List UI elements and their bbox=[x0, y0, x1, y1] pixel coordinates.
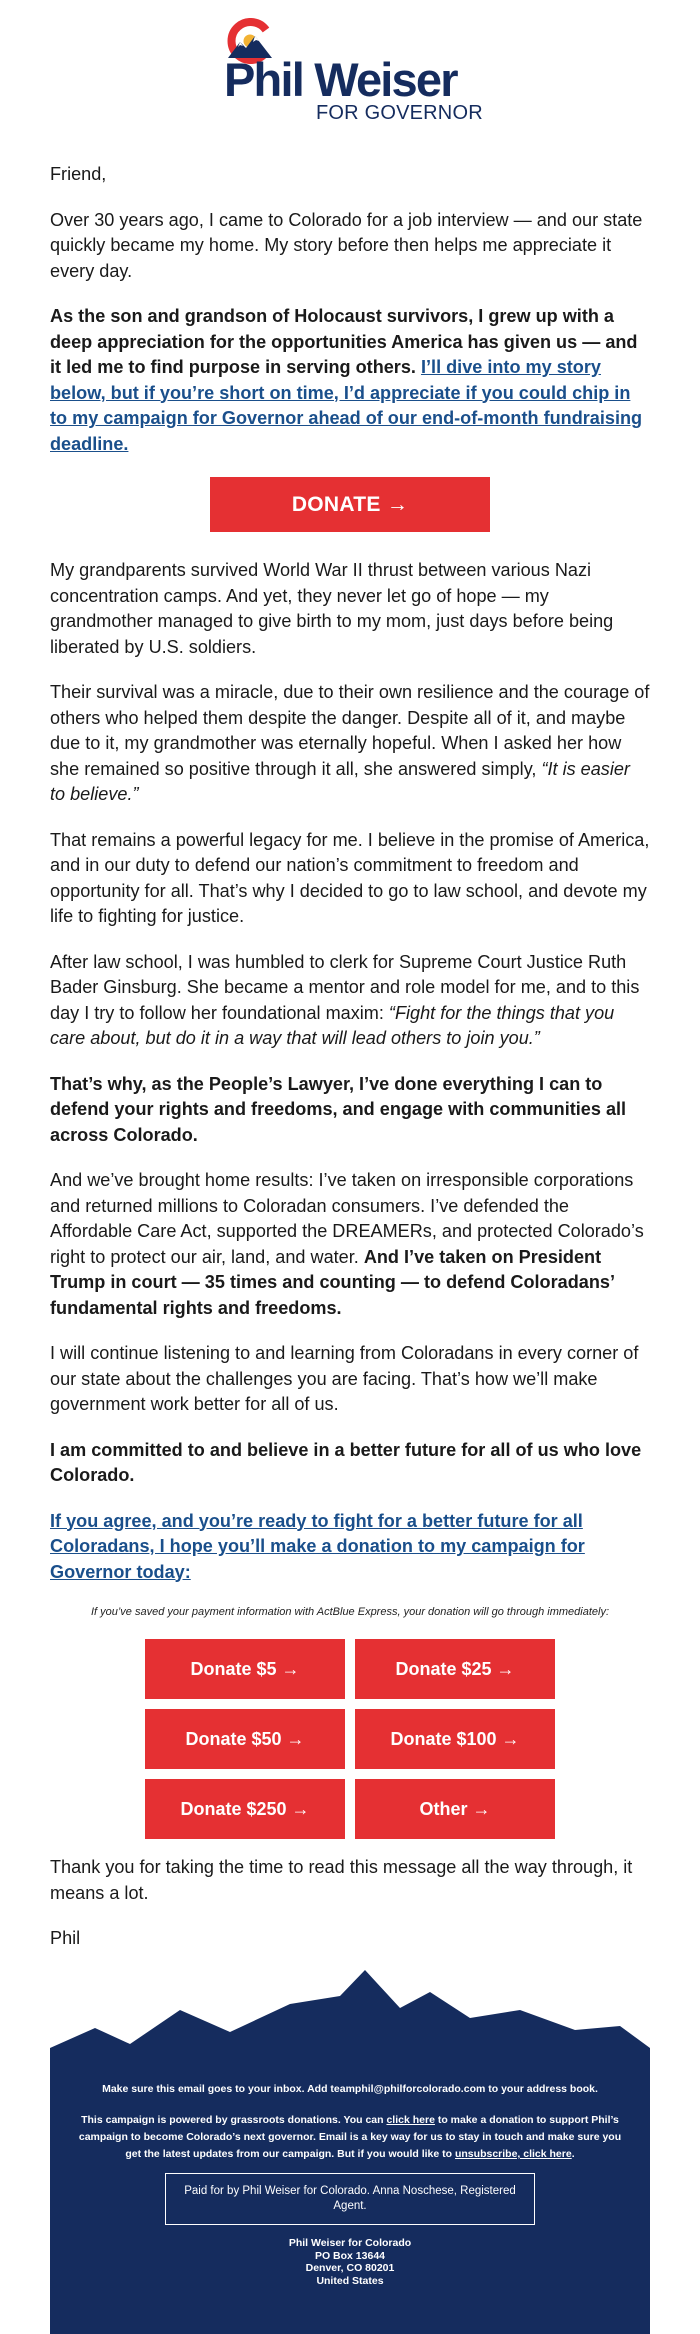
actblue-express-note: If you’ve saved your payment information with ActBlue Express, your donation will go through immediately: bbox=[90, 1606, 610, 1618]
paragraph-grandparents: My grandparents survived World War II thrust between various Nazi concentration camps. And yet, they never let go of hope — my grandmother managed to give birth to my mom, just days before being liberated by U.S. soldiers. bbox=[50, 560, 614, 657]
paragraph-results-text: And we’ve brought home results: I’ve taken on irresponsible corporations and returned millions to Coloradan consumers. I’ve defended the Affordable Care Act, supported the DREAMERs, and protected Colorado’s right to protect our air, land, and water. bbox=[50, 1170, 644, 1267]
click-here-link[interactable]: click here bbox=[386, 2114, 435, 2126]
letter-body bbox=[50, 162, 650, 1972]
paragraph-thanks: Thank you for taking the time to read this message all the way through, it means a lot. bbox=[50, 1857, 633, 1903]
address-line-1: Phil Weiser for Colorado bbox=[288, 2237, 412, 2249]
donate-25-button[interactable]: Donate $25 → bbox=[355, 1639, 555, 1699]
paragraph-survival-text: Their survival was a miracle, due to their own resilience and the courage of others who helped them despite the danger. Despite all of it, and maybe due to it, my grandmother was eternally hopeful. When I asked her how she remained so positive through it all, she answered simply, bbox=[50, 682, 650, 779]
donate-50-button[interactable]: Donate $50 → bbox=[145, 1709, 345, 1769]
grandmother-quote: “It is easier to believe.” bbox=[50, 758, 630, 804]
logo-subtitle: FOR GOVERNOR bbox=[316, 102, 483, 124]
committed-bold: I am committed to and believe in a better future for all of us who love Colorado. bbox=[50, 1439, 642, 1485]
footer-content bbox=[50, 2082, 650, 2287]
paragraph-rbg-text: After law school, I was humbled to clerk for Supreme Court Justice Ruth Bader Ginsburg. She became a mentor and role model for me, and to this day I try to follow her foundational maxim: bbox=[50, 951, 640, 1023]
grassroots-text-a: This campaign is powered by grassroots donations. You can bbox=[81, 2114, 384, 2126]
address-line-2: PO Box 13644 bbox=[314, 2249, 386, 2262]
email-footer bbox=[0, 1970, 700, 2334]
paragraph-rbg bbox=[50, 950, 650, 1052]
donate-100-button[interactable]: Donate $100 → bbox=[355, 1709, 555, 1769]
paragraph-survival bbox=[50, 680, 650, 808]
unsubscribe-link[interactable]: unsubscribe, click here bbox=[454, 2148, 572, 2160]
grassroots-period: . bbox=[571, 2148, 575, 2160]
paragraph-results-bold: And I’ve taken on President Trump in court — 35 times and counting — to defend Coloradans’ fundamental rights and freedoms. bbox=[50, 1246, 614, 1318]
donate-5-button[interactable]: Donate $5 → bbox=[145, 1639, 345, 1699]
paragraph-committed bbox=[50, 1438, 650, 1489]
paragraph-holocaust bbox=[50, 304, 650, 457]
grassroots-note bbox=[50, 2112, 650, 2163]
paragraph-peoples-lawyer bbox=[50, 1072, 650, 1149]
paragraph-results bbox=[50, 1168, 650, 1321]
peoples-lawyer-bold: That’s why, as the People’s Lawyer, I’ve done everything I can to defend your rights and freedoms, and engage with communities all across Colorado. bbox=[50, 1073, 627, 1145]
donate-250-button[interactable]: Donate $250 → bbox=[145, 1779, 345, 1839]
paragraph-legacy: That remains a powerful legacy for me. I believe in the promise of America, and in our duty to defend our nation’s commitment to freedom and opportunity for all. That’s why I decided to go to law school, and devote my life to fighting for justice. bbox=[50, 829, 650, 926]
donate-other-button[interactable]: Other → bbox=[355, 1779, 555, 1839]
rbg-quote: “Fight for the things that you care about, but do it in a way that will lead others to join you.” bbox=[50, 1002, 615, 1048]
signature: Phil bbox=[50, 1928, 81, 1948]
address-line-4: United States bbox=[316, 2274, 384, 2287]
mailing-address bbox=[50, 2237, 650, 2287]
paid-for-disclaimer: Paid for by Phil Weiser for Colorado. Anna Noschese, Registered Agent. bbox=[165, 2173, 535, 2225]
chip-in-link[interactable]: I’ll dive into my story below, but if you’re short on time, I’d appreciate if you could chip in to my campaign for Governor ahead of our end-of-month fundraising deadline. bbox=[50, 357, 643, 454]
paragraph-holocaust-bold: As the son and grandson of Holocaust survivors, I grew up with a deep appreciation for the opportunities America has given us — and it led me to find purpose in serving others. bbox=[50, 306, 638, 377]
donation-link[interactable]: If you agree, and you’re ready to fight for a better future for all Coloradans, I hope you’ll make a donation to my campaign for Governor today: bbox=[50, 1510, 585, 1582]
paragraph-intro: Over 30 years ago, I came to Colorado for a job interview — and our state quickly became my home. My story before then helps me appreciate it every day. bbox=[50, 209, 643, 281]
donate-button[interactable]: DONATE → bbox=[210, 477, 490, 532]
paragraph-listening: I will continue listening to and learning from Coloradans in every corner of our state about the challenges you are facing. That’s how we’ll make government work better for all of us. bbox=[50, 1343, 639, 1414]
paragraph-agree bbox=[50, 1509, 650, 1586]
greeting: Friend, bbox=[50, 164, 107, 184]
logo-name: Phil Weiser bbox=[224, 53, 457, 106]
grassroots-text-b: to make a donation to support Phil’s campaign to become Colorado’s next governor. Email is a key way for us to stay in touch and make sure you get the latest updates from our campaign. But if you would like to bbox=[78, 2114, 622, 2160]
campaign-logo bbox=[0, 14, 700, 124]
address-line-3: Denver, CO 80201 bbox=[305, 2262, 395, 2274]
inbox-note: Make sure this email goes to your inbox. Add teamphil@philforcolorado.com to your address book. bbox=[102, 2083, 598, 2095]
donation-amount-grid bbox=[145, 1639, 555, 1839]
